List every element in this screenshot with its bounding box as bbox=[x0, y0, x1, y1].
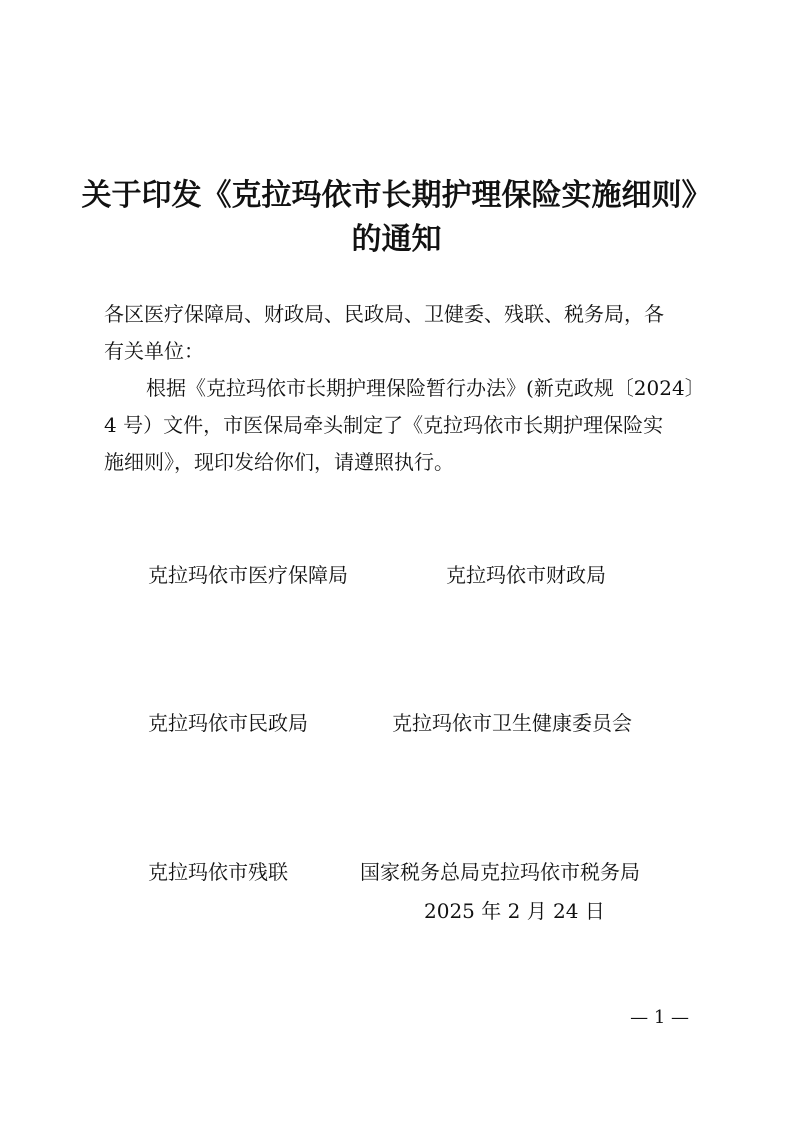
body-paragraph-line-3: 施细则》，现印发给你们，请遵照执行。 bbox=[104, 450, 454, 474]
document-title-line-1: 关于印发《克拉玛依市长期护理保险实施细则》 bbox=[81, 178, 712, 213]
issue-date: 2025 年 2 月 24 日 bbox=[424, 899, 605, 923]
page-number: — 1 — bbox=[630, 1007, 689, 1028]
signatory-civil-affairs: 克拉玛依市民政局 bbox=[148, 711, 308, 735]
body-paragraph-line-2: 4 号）文件，市医保局牵头制定了《克拉玛依市长期护理保险实 bbox=[104, 413, 664, 437]
signatory-health-commission: 克拉玛依市卫生健康委员会 bbox=[392, 711, 632, 735]
document-title-line-2: 的通知 bbox=[351, 222, 442, 257]
signatory-medical-security: 克拉玛依市医疗保障局 bbox=[148, 563, 348, 587]
salutation-line-2: 有关单位： bbox=[104, 339, 204, 363]
body-paragraph-line-1: 根据《克拉玛依市长期护理保险暂行办法》(新克政规〔2024〕 bbox=[146, 376, 705, 400]
signatory-disabled-federation: 克拉玛依市残联 bbox=[148, 860, 288, 884]
signatory-tax-bureau: 国家税务总局克拉玛依市税务局 bbox=[360, 860, 640, 884]
signatory-finance: 克拉玛依市财政局 bbox=[446, 563, 606, 587]
salutation-line-1: 各区医疗保障局、财政局、民政局、卫健委、残联、税务局，各 bbox=[104, 302, 664, 326]
